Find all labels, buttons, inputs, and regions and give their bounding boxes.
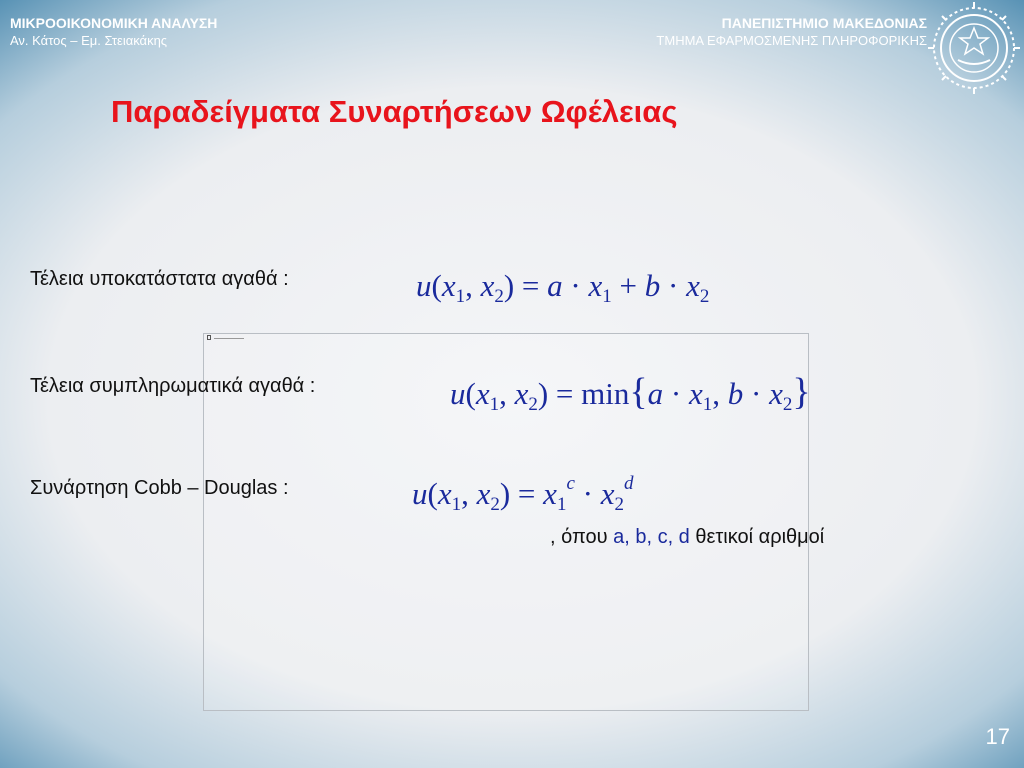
university-name: ΠΑΝΕΠΙΣΤΗΜΙΟ ΜΑΚΕΔΟΝΙΑΣ [721, 15, 927, 31]
perfect-substitutes-label: Τέλεια υποκατάστατα αγαθά : [30, 268, 289, 290]
object-marker-icon [207, 335, 247, 342]
perfect-complements-label: Τέλεια συμπληρωματικά αγαθά : [30, 375, 316, 397]
perfect-complements-formula: $u(x_1$, $x_2) = \min\{a \cdot x_1$, $b \cdot x_2$} [450, 371, 811, 415]
cobb-douglas-formula: $u(x_1$, $x_2) = x_1^c \cdot x_2^d$ [412, 473, 634, 515]
department-name: ΤΜΗΜΑ ΕΦΑΡΜΟΣΜΕΝΗΣ ΠΛΗΡΟΦΟΡΙΚΗΣ [656, 33, 927, 48]
note-variables: a, b, c, d [613, 526, 690, 548]
page-number: 17 [985, 724, 1010, 749]
perfect-substitutes-formula: $u(x_1$, $x_2) = a \cdot x_1 + b \cdot x_2$ [416, 268, 710, 307]
note-suffix: θετικοί αριθμοί [689, 526, 825, 548]
header-university [656, 14, 927, 49]
parameters-note [550, 526, 824, 549]
course-title: ΜΙΚΡΟΟΙΚΟΝΟΜΙΚΗ ΑΝΑΛΥΣΗ [10, 15, 218, 31]
university-seal-icon [928, 2, 1020, 94]
note-prefix: , όπου [550, 526, 614, 548]
header-course [10, 14, 217, 49]
course-authors: Αν. Κάτος – Εμ. Στειακάκης [10, 33, 168, 48]
slide-title: Παραδείγματα Συναρτήσεων Ωφέλειας [111, 94, 678, 129]
cobb-douglas-label: Συνάρτηση Cobb – Douglas : [30, 477, 289, 499]
